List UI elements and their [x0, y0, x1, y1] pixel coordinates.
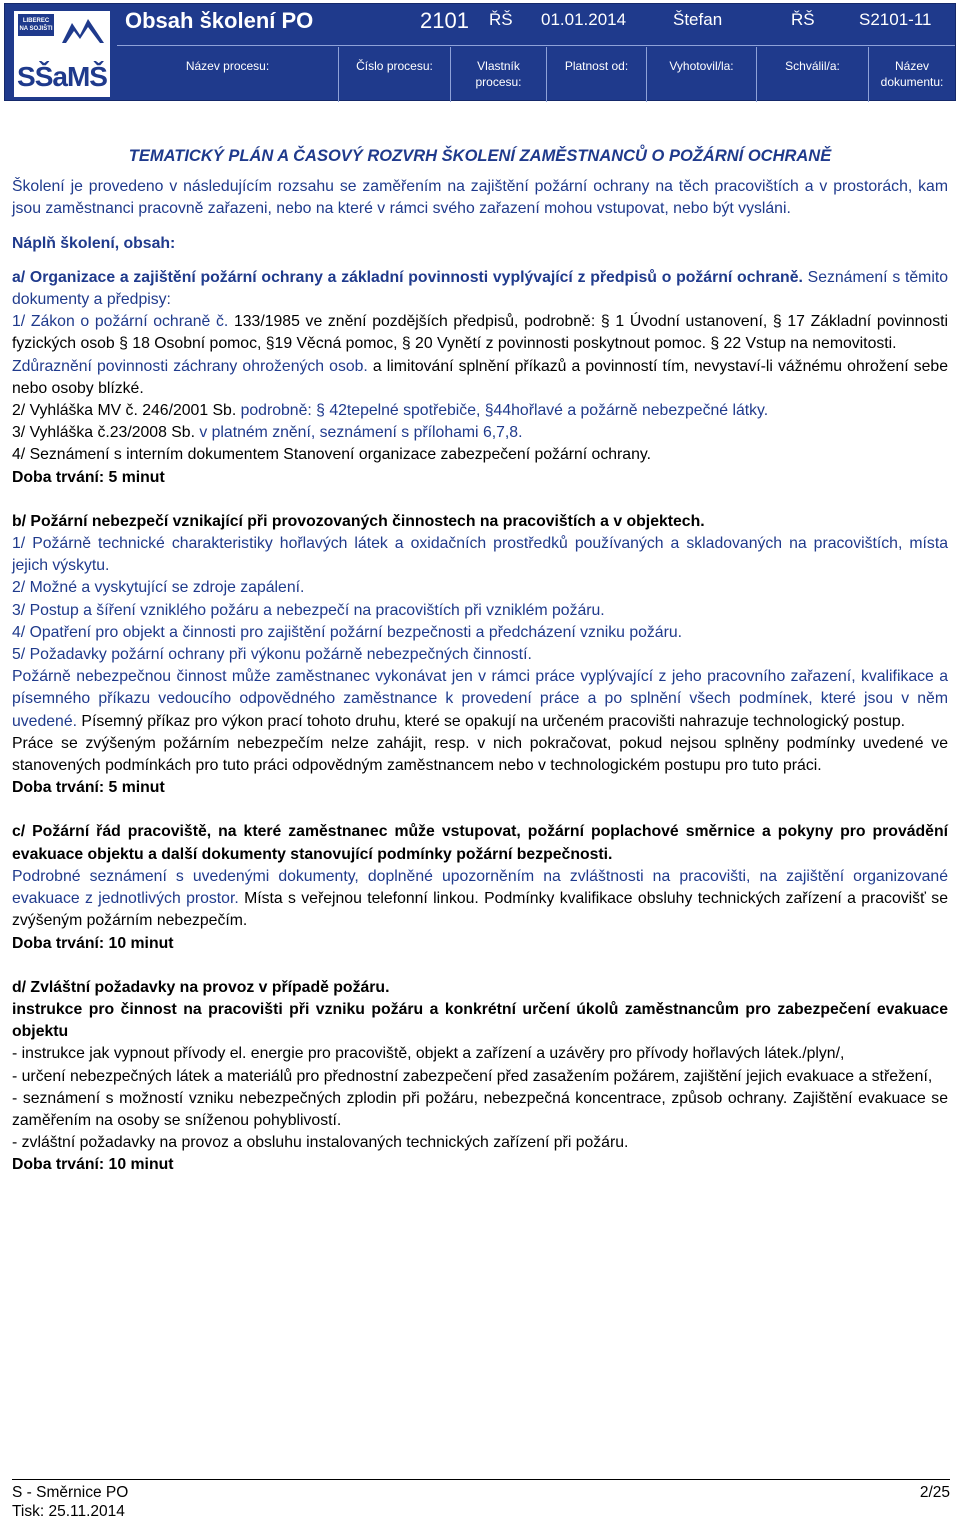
section-c-duration: Doba trvání: 10 minut: [12, 934, 174, 952]
content-title: Náplň školení, obsah:: [12, 234, 176, 252]
section-d-item-4: - zvláštní požadavky na provoz a obsluhu instalovaných technických zařízení při požáru.: [12, 1134, 629, 1152]
intro-paragraph: Školení je provedeno v následujícím rozsahu se zaměřením na zajištění požární ochrany na těch pracovištích a v prostorách, kam jsou zaměstnanci pracovně zařazeni, nebo na které v rámci svého zařazení mohou vstupovat, nebo být vysláni.: [12, 178, 948, 218]
document-header: [4, 3, 956, 101]
section-a-line-2: Zdůraznění povinnosti záchrany ohrožených osob. a limitování splnění příkazů a povinností tím, nevystaví-li vážnému ohrožení sebe nebo osoby blízké.: [12, 357, 948, 397]
section-a-intro: Seznámení s těmito dokumenty a předpisy:: [12, 268, 948, 309]
approved-by: ŘŠ: [791, 10, 815, 29]
header-labels-row: [117, 47, 955, 102]
section-b-line-2: 2/ Možné a vyskytující se zdroje zapálení.: [12, 579, 305, 597]
label-process-owner: Vlastník procesu:: [451, 47, 547, 102]
header-values-row: [117, 4, 955, 44]
label-valid-from: Platnost od:: [547, 47, 647, 102]
label-prepared-by: Vyhotovil/la:: [647, 47, 757, 102]
footer-print-date: Tisk: 25.11.2014: [12, 1503, 125, 1520]
section-c-title: c/ Požární řád pracoviště, na které zaměstnanec může vstupovat, požární poplachové směrnice a pokyny pro provádění evakuace objektu a další dokumenty stanovující podmínky požární bezpečnosti.: [12, 823, 948, 863]
section-a-line-5: 4/ Seznámení s interním dokumentem Stanovení organizace zabezpečení požární ochrany.: [12, 446, 651, 464]
process-number: 2101: [420, 8, 469, 33]
label-process-number: Číslo procesu:: [339, 47, 451, 102]
section-d-title: d/ Zvláštní požadavky na provoz v případě požáru.: [12, 978, 390, 996]
header-separator: [117, 45, 955, 46]
valid-from: 01.01.2014: [541, 10, 627, 29]
section-b-line-3: 3/ Postup a šíření vzniklého požáru a nebezpečí na pracovištích při vzniklém požáru.: [12, 601, 605, 619]
footer-doc-label: S - Směrnice PO: [12, 1484, 129, 1501]
section-b-line-1: 1/ Požárně technické charakteristiky hořlavých látek a oxidačních prostředků používaných a skladovaných na pracovištích, místa jejich výskytu.: [12, 535, 948, 575]
doc-title: Obsah školení PO: [125, 8, 314, 33]
section-d-item-2: - určení nebezpečných látek a materiálů pro přednostní zabezpečení před zasažením požárem, zajištění jejich evakuace a střežení,: [12, 1067, 933, 1085]
section-b-line-5: 5/ Požadavky požární ochrany při výkonu požárně nebezpečných činností.: [12, 646, 532, 664]
section-c-paragraph: Podrobné seznámení s uvedenými dokumenty, doplněné upozorněním na zvláštnosti na pracovišti, na zajištění organizované evakuace z jednotlivých prostor. Místa s veřejnou telefonní linkou. Podmínky kvalifikace obsluhy technických zařízení a pracovišť se zvýšeným požárním nebezpečím.: [12, 867, 948, 930]
logo-bottom-text: SŠaMŠ: [17, 61, 107, 92]
logo-top-text: LIBEREC NA SOJIŠTI: [18, 14, 54, 36]
label-process-name: Název procesu:: [117, 47, 339, 102]
section-d-item-1: - instrukce jak vypnout přívody el. energie pro pracoviště, objekt a zařízení a uzávěry pro přívody hořlavých látek./plyn/,: [12, 1045, 845, 1063]
logo-mark-icon: [60, 15, 106, 47]
section-a-line-3: 2/ Vyhláška MV č. 246/2001 Sb. podrobně: § 42tepelné spotřebiče, §44hořlavé a požárně nebezpečné látky.: [12, 402, 769, 420]
section-b-paragraph-1: Požárně nebezpečnou činnost může zaměstnanec vykonávat jen v rámci práce vyplývající z jeho pracovního zařazení, kvalifikace a písemného příkazu vedoucího odpovědného zaměstnance k provedení práce a po splnění všech podmínek, které jsou v něm uvedené. Písemný příkaz pro výkon prací tohoto druhu, které se opakují na určeném pracovišti nahrazuje technologický postup.: [12, 668, 948, 730]
section-d-duration: Doba trvání: 10 minut: [12, 1156, 174, 1174]
section-b-paragraph-2: Práce se zvýšeným požárním nebezpečím nelze zahájit, resp. v nich pokračovat, pokud nejsou splněny podmínky uvedené ve stanovených podmínkách pro tuto práci odpovědným zaměstnancem nebo v technologickém postupu pro tuto práci.: [12, 734, 948, 775]
document-body: [12, 145, 948, 1177]
label-approved-by: Schválil/a:: [757, 47, 869, 102]
process-owner: ŘŠ: [489, 10, 513, 29]
school-logo: [13, 10, 111, 98]
section-a-duration: Doba trvání: 5 minut: [12, 468, 165, 486]
section-a: [12, 267, 948, 311]
footer-page-number: 2/25: [919, 1484, 950, 1501]
section-d-item-3: - seznámení s možností vzniku nebezpečných zplodin při požáru, nebezpečná koncentrace, způsob ochrany. Zajištění evakuace se zaměřením na osoby se sníženou pohyblivostí.: [12, 1089, 948, 1129]
section-b-line-4: 4/ Opatření pro objekt a činnosti pro zajištění požární bezpečnosti a předcházení vzniku požáru.: [12, 623, 683, 641]
section-b-title: b/ Požární nebezpečí vznikající při provozovaných činnostech na pracovištích a v objektech.: [12, 512, 705, 530]
page-heading: TEMATICKÝ PLÁN A ČASOVÝ ROZVRH ŠKOLENÍ ZAMĚSTNANCŮ O POŽÁRNÍ OCHRANĚ: [128, 147, 832, 165]
section-a-title: a/ Organizace a zajištění požární ochrany a základní povinnosti vyplývající z předpisů o požární ochraně.: [12, 268, 803, 286]
section-b-duration: Doba trvání: 5 minut: [12, 779, 165, 797]
label-doc-name: Název dokumentu:: [880, 59, 944, 89]
prepared-by: Štefan: [673, 10, 723, 29]
doc-name: S2101-11: [859, 10, 932, 29]
footer-divider: [12, 1479, 950, 1480]
section-a-line-1: 1/ Zákon o požární ochraně č. 133/1985 ve znění pozdějších předpisů, podrobně: § 1 Úvodní ustanovení, § 17 Základní povinnosti fyzických osob § 18 Osobní pomoc, §19 Věcná pomoc, § 20 Vynětí z povinnosti poskytnout pomoc. § 22 Vstup na nemovitosti.: [12, 313, 948, 353]
section-d-subtitle: instrukce pro činnost na pracovišti při vzniku požáru a konkrétní určení úkolů zaměstnancům pro zabezpečení evakuace objektu: [12, 1000, 948, 1041]
section-a-line-4: 3/ Vyhláška č.23/2008 Sb. v platném znění, seznámení s přílohami 6,7,8.: [12, 424, 523, 442]
